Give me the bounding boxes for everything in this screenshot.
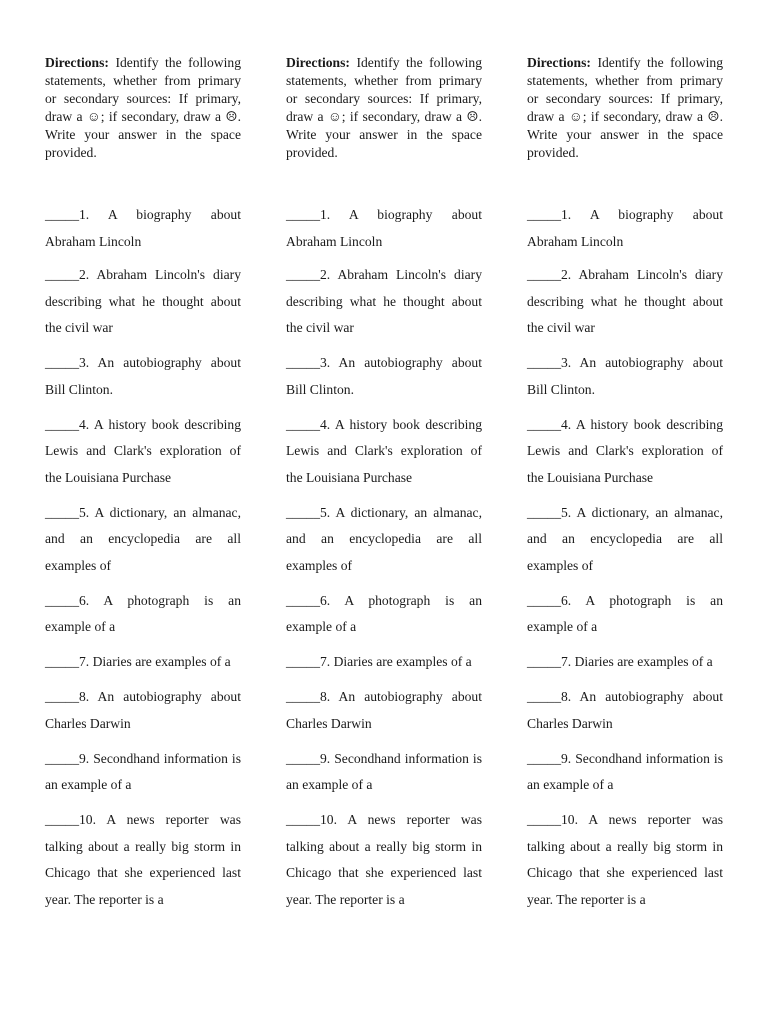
question-text: A biography about Abraham Lincoln (286, 207, 482, 249)
question-text: An autobiography about Charles Darwin (286, 689, 482, 731)
directions-label: Directions: (286, 55, 350, 70)
question-item-4 (527, 412, 723, 492)
directions-text: Identify the following statements, whether from primary or secondary sources: If primary, draw a ☺; if secondary, draw a ☹. Write your answer in the space provided. (286, 55, 482, 160)
answer-blank[interactable]: _____ (527, 504, 561, 520)
answer-blank[interactable]: _____ (527, 267, 561, 282)
question-number: 8. (78, 689, 90, 704)
question-text: Secondhand information is an example of a (527, 750, 723, 792)
question-text: A biography about Abraham Lincoln (527, 207, 723, 249)
directions-paragraph (286, 54, 482, 202)
question-item-5 (286, 500, 482, 580)
question-item-8 (286, 684, 482, 737)
question-text: An autobiography about Charles Darwin (527, 689, 723, 731)
question-number: 10. (319, 812, 337, 827)
answer-blank[interactable]: _____ (286, 750, 320, 766)
directions-paragraph (45, 54, 241, 202)
worksheet-column-1 (45, 54, 241, 922)
question-number: 2. (78, 267, 90, 282)
question-item-10 (45, 807, 241, 913)
worksheet-column-3 (527, 54, 723, 922)
question-number: 4. (319, 416, 331, 432)
answer-blank[interactable]: _____ (45, 750, 79, 766)
question-item-10 (527, 807, 723, 913)
question-text: A history book describing Lewis and Clark's exploration of the Louisiana Purchase (527, 416, 723, 485)
answer-blank[interactable]: _____ (286, 654, 320, 669)
answer-blank[interactable]: _____ (286, 207, 320, 222)
question-text: A dictionary, an almanac, and an encyclopedia are all examples of (45, 504, 241, 573)
question-text: A photograph is an example of a (286, 592, 482, 634)
question-text: A dictionary, an almanac, and an encyclopedia are all examples of (527, 504, 723, 573)
answer-blank[interactable]: _____ (45, 504, 79, 520)
question-item-2 (45, 262, 241, 342)
answer-blank[interactable]: _____ (286, 812, 320, 827)
question-number: 7. (319, 654, 331, 669)
answer-blank[interactable]: _____ (45, 689, 79, 704)
question-number: 5. (319, 504, 331, 520)
question-item-3 (45, 350, 241, 403)
answer-blank[interactable]: _____ (286, 504, 320, 520)
answer-blank[interactable]: _____ (527, 654, 561, 669)
question-item-4 (45, 412, 241, 492)
question-list (527, 202, 723, 913)
question-text: A biography about Abraham Lincoln (45, 207, 241, 249)
question-number: 6. (78, 592, 90, 608)
answer-blank[interactable]: _____ (286, 267, 320, 282)
question-number: 6. (319, 592, 331, 608)
question-number: 8. (319, 689, 331, 704)
question-number: 5. (560, 504, 572, 520)
question-text: A news reporter was talking about a really big storm in Chicago that she experienced last year. The reporter is a (45, 812, 241, 907)
question-text: A dictionary, an almanac, and an encyclopedia are all examples of (286, 504, 482, 573)
question-number: 4. (560, 416, 572, 432)
question-item-8 (45, 684, 241, 737)
question-item-5 (527, 500, 723, 580)
question-text: Diaries are examples of a (571, 654, 713, 669)
question-item-1 (45, 202, 241, 255)
question-item-6 (45, 588, 241, 641)
question-number: 2. (319, 267, 331, 282)
answer-blank[interactable]: _____ (45, 654, 79, 669)
question-text: A history book describing Lewis and Clark's exploration of the Louisiana Purchase (45, 416, 241, 485)
question-number: 9. (78, 750, 90, 766)
question-number: 9. (319, 750, 331, 766)
question-text: Abraham Lincoln's diary describing what he thought about the civil war (286, 267, 482, 335)
question-text: A photograph is an example of a (45, 592, 241, 634)
answer-blank[interactable]: _____ (45, 592, 79, 608)
question-number: 1. (78, 207, 90, 222)
question-item-2 (286, 262, 482, 342)
question-item-9 (527, 746, 723, 799)
question-number: 3. (560, 355, 572, 370)
question-item-9 (286, 746, 482, 799)
answer-blank[interactable]: _____ (527, 592, 561, 608)
question-text: Abraham Lincoln's diary describing what he thought about the civil war (45, 267, 241, 335)
answer-blank[interactable]: _____ (527, 689, 561, 704)
answer-blank[interactable]: _____ (527, 812, 561, 827)
question-text: Diaries are examples of a (330, 654, 472, 669)
question-item-1 (286, 202, 482, 255)
question-item-3 (286, 350, 482, 403)
question-item-5 (45, 500, 241, 580)
question-text: Secondhand information is an example of a (45, 750, 241, 792)
question-text: Abraham Lincoln's diary describing what he thought about the civil war (527, 267, 723, 335)
question-number: 4. (78, 416, 90, 432)
answer-blank[interactable]: _____ (45, 207, 79, 222)
question-text: A history book describing Lewis and Clark's exploration of the Louisiana Purchase (286, 416, 482, 485)
question-item-8 (527, 684, 723, 737)
question-text: A photograph is an example of a (527, 592, 723, 634)
question-item-9 (45, 746, 241, 799)
question-text: Diaries are examples of a (89, 654, 231, 669)
question-number: 10. (560, 812, 578, 827)
question-item-3 (527, 350, 723, 403)
question-number: 7. (560, 654, 572, 669)
question-number: 7. (78, 654, 90, 669)
answer-blank[interactable]: _____ (45, 267, 79, 282)
directions-text: Identify the following statements, whether from primary or secondary sources: If primary, draw a ☺; if secondary, draw a ☹. Write your answer in the space provided. (45, 55, 241, 160)
answer-blank[interactable]: _____ (45, 355, 79, 370)
question-text: An autobiography about Bill Clinton. (45, 355, 241, 397)
worksheet-column-2 (286, 54, 482, 922)
question-text: An autobiography about Charles Darwin (45, 689, 241, 731)
question-text: An autobiography about Bill Clinton. (527, 355, 723, 397)
question-number: 10. (78, 812, 96, 827)
question-list (45, 202, 241, 913)
directions-text: Identify the following statements, whether from primary or secondary sources: If primary, draw a ☺; if secondary, draw a ☹. Write your answer in the space provided. (527, 55, 723, 160)
directions-label: Directions: (527, 55, 591, 70)
question-number: 5. (78, 504, 90, 520)
answer-blank[interactable]: _____ (286, 355, 320, 370)
question-number: 3. (319, 355, 331, 370)
answer-blank[interactable]: _____ (527, 355, 561, 370)
directions-paragraph (527, 54, 723, 202)
question-number: 1. (560, 207, 572, 222)
question-item-6 (286, 588, 482, 641)
answer-blank[interactable]: _____ (45, 812, 79, 827)
question-text: A news reporter was talking about a really big storm in Chicago that she experienced last year. The reporter is a (286, 812, 482, 907)
answer-blank[interactable]: _____ (527, 207, 561, 222)
question-list (286, 202, 482, 913)
answer-blank[interactable]: _____ (286, 416, 320, 432)
question-number: 1. (319, 207, 331, 222)
question-number: 9. (560, 750, 572, 766)
question-number: 6. (560, 592, 572, 608)
question-number: 3. (78, 355, 90, 370)
question-text: A news reporter was talking about a really big storm in Chicago that she experienced last year. The reporter is a (527, 812, 723, 907)
question-item-7 (45, 649, 241, 676)
question-number: 8. (560, 689, 572, 704)
question-text: Secondhand information is an example of a (286, 750, 482, 792)
question-item-2 (527, 262, 723, 342)
question-item-4 (286, 412, 482, 492)
question-item-1 (527, 202, 723, 255)
question-item-6 (527, 588, 723, 641)
answer-blank[interactable]: _____ (527, 416, 561, 432)
question-text: An autobiography about Bill Clinton. (286, 355, 482, 397)
answer-blank[interactable]: _____ (45, 416, 79, 432)
directions-label: Directions: (45, 55, 109, 70)
question-item-7 (527, 649, 723, 676)
answer-blank[interactable]: _____ (286, 592, 320, 608)
question-number: 2. (560, 267, 572, 282)
question-item-10 (286, 807, 482, 913)
answer-blank[interactable]: _____ (527, 750, 561, 766)
question-item-7 (286, 649, 482, 676)
answer-blank[interactable]: _____ (286, 689, 320, 704)
